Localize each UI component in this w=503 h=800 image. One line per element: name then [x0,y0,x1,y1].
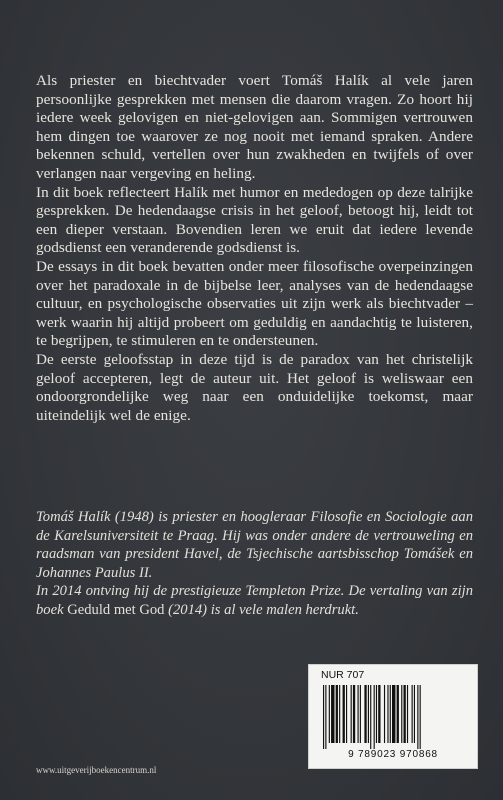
isbn-number: 9 789023 970868 [348,749,438,760]
bio-text-after-title: (2014) is al vele malen herdrukt. [164,601,359,618]
barcode-bar [374,685,375,749]
barcode-bar [392,685,395,743]
barcode-bar [420,685,421,749]
barcode-image [323,685,463,749]
author-bio-paragraph-1: Tomáš Halík (1948) is priester en hoogleraar Filosofie en Sociologie aan de Karelsuniversiteit te Praag. Hij was onder andere de vertrouweling en raadsman van president Havel, de Tsjechische aartsbisschop Tomášek en Johannes Paulus II. [36,509,473,581]
barcode-bar [325,685,326,749]
publisher-website: www.uitgeverijboekencentrum.nl [36,765,157,775]
barcode-bar [404,685,406,743]
barcode-bar [397,685,399,743]
barcode-bar [336,685,338,743]
blurb-paragraph-1: Als priester en biechtvader voert Tomáš Halík al vele jaren persoonlijke gesprekken met mensen die daarom vragen. Zo hoort hij iedere week gelovigen en niet-gelovigen aan. Sommigen vertrouwen hem dingen toe waarover ze nog nooit met iemand spraken. Andere bekennen schuld, vertellen over hun zwakheden en twijfels of over verlangen naar vergeving en heling. [36,72,473,182]
barcode-bar [339,685,340,743]
barcode-bar [353,685,355,743]
barcode-bar [417,685,418,749]
barcode-bar [364,685,366,743]
barcode-bar [343,685,345,743]
barcode-bar [370,685,371,749]
barcode-bar [414,685,415,743]
author-bio [36,508,473,620]
barcode-bar [384,685,385,743]
bio-text-before-title: In 2014 ontving hij de prestigieuze Templeton Prize. De vertaling van zijn boek [36,583,473,618]
barcode-bar [358,685,359,743]
barcode-bar [401,685,402,743]
barcode-bar [346,685,347,743]
blurb-text [36,72,473,425]
barcode-bar [387,685,388,743]
blurb-paragraph-3: De essays in dit boek bevatten onder meer filosofische overpeinzingen over het paradoxale in de bijbelse leer, analyses van de hedendaagse cultuur, en psychologische observaties uit zijn werk als biechtvader – werk waarin hij altijd probeert om geduldig en aandachtig te luisteren, te begrijpen, te stimuleren en te ondersteunen. [36,257,473,350]
barcode-bar [323,685,324,749]
nur-code: NUR 707 [321,669,365,681]
barcode-bar [378,685,380,743]
author-bio-paragraph-2 [36,582,473,619]
barcode-bar [390,685,391,743]
barcode-bar [329,685,330,743]
barcode-bar [331,685,334,743]
barcode-bar [360,685,361,743]
barcode-bar [407,685,408,743]
barcode-bar [351,685,352,743]
barcode-bar [376,685,377,743]
barcode-bar [412,685,413,743]
barcode-panel [308,664,478,769]
book-title-reference: Geduld met God [67,601,165,618]
blurb-paragraph-2: In dit boek reflecteert Halík met humor en mededogen op deze talrijke gesprekken. De hedendaagse crisis in het geloof, betoogt hij, leidt tot een dieper verstaan. Bovendien leren we eruit dat iedere levende godsdienst een veranderende godsdienst is. [36,183,473,257]
barcode-bar [368,685,369,743]
blurb-paragraph-4: De eerste geloofsstap in deze tijd is de paradox van het christelijk geloof accepteren, legt de auteur uit. Het geloof is weliswaar een ondoorgrondelijke weg naar een onduidelijke toekomst, maar uiteindelijk wel de enige. [36,350,473,424]
